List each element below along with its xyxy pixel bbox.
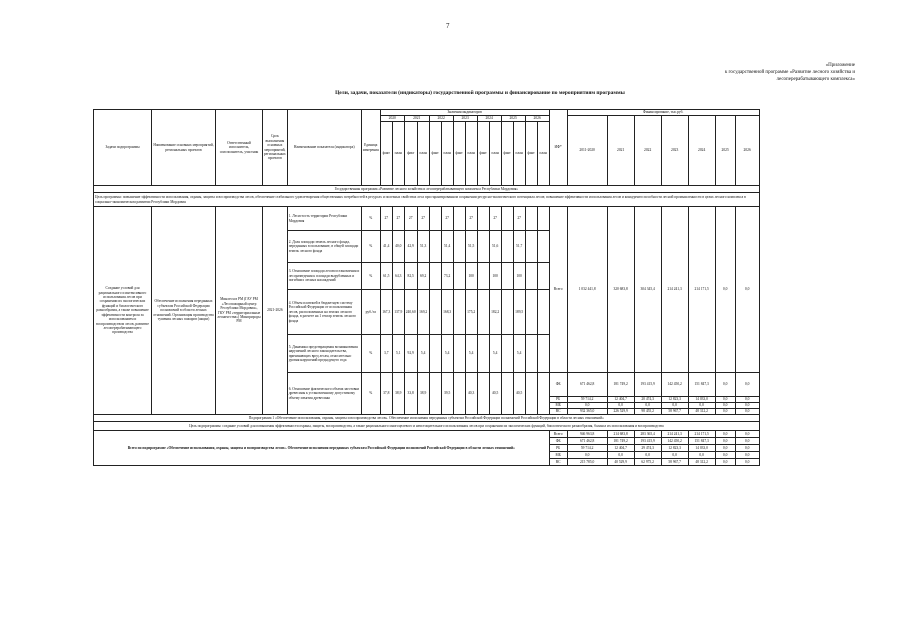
indicator-value: 27 <box>465 207 477 231</box>
total-value: 62 975,2 <box>634 459 661 466</box>
indicator-unit: руб./га <box>361 290 380 335</box>
header-plan: план <box>513 122 525 186</box>
total-value: 29 474,3 <box>634 445 661 452</box>
total-value: 0,0 <box>735 438 759 445</box>
fin-year-header: 2011-2020 <box>567 116 607 186</box>
header-unit: Единица измерения <box>361 110 380 186</box>
event-cell: Обеспечение исполнения переданных субъектам Российской Федерации полномочий в области лесных отношений. Организация производства тушения лесных пожаров (акции) <box>152 207 216 415</box>
indicator-value: 64,3 <box>392 263 404 290</box>
header-fact: факт <box>453 122 465 186</box>
indicator-value <box>537 373 549 415</box>
fin-value: 226 529,9 <box>607 409 634 415</box>
fin-value: 214 241,3 <box>661 207 688 373</box>
fin-value: 12 404,7 <box>607 397 634 403</box>
indicator-value: 51,3 <box>417 231 429 263</box>
fin-value: 0,0 <box>634 403 661 409</box>
indicator-value <box>501 207 513 231</box>
header-plan: план <box>392 122 404 186</box>
total-value: 40 529,9 <box>607 459 634 466</box>
total-value: 12 404,7 <box>607 445 634 452</box>
term-cell: 2021-2026 <box>263 207 288 415</box>
appendix-line: к государственной программе «Развитие лесного хозяйства и <box>724 70 855 75</box>
indicator-value: 51,5 <box>465 231 477 263</box>
year-header: 2023 <box>453 116 477 122</box>
indicator-value: 5,4 <box>465 335 477 373</box>
fin-value: 48 312,2 <box>688 409 715 415</box>
fin-value: 142 450,2 <box>661 373 688 397</box>
indicator-value: 182,2 <box>489 290 501 335</box>
indicator-value <box>525 290 537 335</box>
indicator-value <box>537 231 549 263</box>
indicator-unit: % <box>361 231 380 263</box>
indicator-value <box>501 290 513 335</box>
subprogram-row: Подпрограмма 1 «Обеспечение использования, охраны, защиты и воспроизводства лесов». Обеспечение исполнения переданных субъектам Российской Федерации полномочий Российской Федерации в области лесных отношений» <box>94 415 760 422</box>
fin-value: 0,0 <box>715 207 735 373</box>
indicator-value <box>501 231 513 263</box>
total-value: 0,0 <box>715 459 735 466</box>
indicator-value: 168,3 <box>441 290 453 335</box>
indicator-value <box>429 373 441 415</box>
indicator-value: 51,6 <box>489 231 501 263</box>
indicator-value: 51,4 <box>441 231 453 263</box>
indicator-value: 38,9 <box>392 373 404 415</box>
indicator-value <box>537 290 549 335</box>
indicator-value <box>501 335 513 373</box>
total-value: 0,0 <box>735 431 759 438</box>
fin-value: 1 032 441,8 <box>567 207 607 373</box>
program-row: Государственная программа «Развитие лесного хозяйства и лесоперерабатывающего комплекса Республики Мордовия» <box>94 186 760 193</box>
header-events: Наименование основных мероприятий, региональных проектов <box>152 110 216 186</box>
indicator-value: 33,8 <box>404 373 417 415</box>
fin-year-header: 2023 <box>661 116 688 186</box>
fin-value: 14 033,0 <box>688 397 715 403</box>
fin-value: 193 415,9 <box>634 373 661 397</box>
indicator-value: 69,2 <box>417 263 429 290</box>
indicator-value <box>525 231 537 263</box>
total-value: 214 241,3 <box>661 431 688 438</box>
header-plan: план <box>465 122 477 186</box>
fin-value: 0,0 <box>567 403 607 409</box>
indicator-value <box>453 263 465 290</box>
fin-value: 12 823,3 <box>661 397 688 403</box>
indicator-value: 37,8 <box>380 373 392 415</box>
indicator-value <box>525 335 537 373</box>
indicator-value: 27 <box>489 207 501 231</box>
total-label: Всего по подпрограмме «Обеспечение использования, охраны, защиты и воспроизводства лесов». Обеспечение исполнения переданных субъектам Российской Федерации полномочий Российской Федерации в области лесных отношений» <box>94 431 550 466</box>
indicator-value <box>429 231 441 263</box>
indicator-value: 40,5 <box>513 373 525 415</box>
fin-value: 932 365,0 <box>567 409 607 415</box>
fin-year-header: 2022 <box>634 116 661 186</box>
total-value: 671 462,8 <box>567 438 607 445</box>
indicator-value <box>537 335 549 373</box>
fin-value: 0,0 <box>715 373 735 397</box>
indicator-name: 3. Отношение площади лесовосстановления и лесоразведения к площади вырубленных и погибших лесных насаждений <box>287 263 361 290</box>
indicator-value: 240,60 <box>404 290 417 335</box>
indicator-value <box>477 263 489 290</box>
indicator-value: 42,9 <box>404 231 417 263</box>
indicator-value <box>453 231 465 263</box>
indicator-value: 27 <box>513 207 525 231</box>
fin-value: 320 683,8 <box>607 207 634 373</box>
indicator-value: 137,9 <box>392 290 404 335</box>
total-value: 0,0 <box>735 459 759 466</box>
header-fact: факт <box>380 122 392 186</box>
header-plan: план <box>537 122 549 186</box>
indicator-unit: % <box>361 263 380 290</box>
total-value: 0,0 <box>715 431 735 438</box>
fin-source-label: МБ <box>549 403 567 409</box>
total-value: 0,0 <box>715 438 735 445</box>
indicator-value <box>477 373 489 415</box>
total-value: 48 312,2 <box>688 459 715 466</box>
fin-value: 181 749,2 <box>607 373 634 397</box>
fin-value: 59 714,2 <box>567 397 607 403</box>
program-table-wrapper <box>93 109 760 466</box>
total-value: 142 450,2 <box>661 438 688 445</box>
indicator-value <box>453 290 465 335</box>
total-value: 193 415,9 <box>634 438 661 445</box>
total-source-label: РБ <box>549 445 567 452</box>
total-value: 0,0 <box>688 452 715 459</box>
fin-value: 304 345,4 <box>634 207 661 373</box>
indicator-unit: % <box>361 373 380 415</box>
fin-value: 0,0 <box>735 403 759 409</box>
fin-value: 98 455,2 <box>634 409 661 415</box>
indicator-unit: % <box>361 335 380 373</box>
header-plan: план <box>441 122 453 186</box>
header-financing: Финансирование, тыс.руб. <box>567 110 759 116</box>
indicator-value <box>525 207 537 231</box>
total-value: 0,0 <box>715 452 735 459</box>
program-table <box>93 109 760 466</box>
indicator-value <box>429 290 441 335</box>
total-value: 12 823,3 <box>661 445 688 452</box>
fin-value: 671 462,8 <box>567 373 607 397</box>
indicator-value <box>453 207 465 231</box>
indicator-value: 100 <box>513 263 525 290</box>
indicator-value: 41,4 <box>380 231 392 263</box>
year-header: 2026 <box>525 116 549 122</box>
indicator-name: 4. Объем платежей в бюджетную систему Российской Федерации от использования лесов, расположенных на землях лесного фонда, в расчете на 1 гектар земель лесного фонда <box>287 290 361 335</box>
indicator-value: 61,5 <box>380 263 392 290</box>
total-value: 14 033,0 <box>688 445 715 452</box>
appendix-header <box>650 62 855 83</box>
header-fact: факт <box>429 122 441 186</box>
indicator-value: 5,1 <box>392 335 404 373</box>
indicator-value <box>453 335 465 373</box>
header-term: Срок выполнения основных мероприятий, региональных проектов <box>263 110 288 186</box>
indicator-unit: % <box>361 207 380 231</box>
indicator-value: 51,7 <box>513 231 525 263</box>
fin-source-label: РБ <box>549 397 567 403</box>
fin-value: 0,0 <box>715 403 735 409</box>
goal-row: Цель программы: повышение эффективности использования, охраны, защиты и воспроизводства лесов, обеспечение стабильного удовлетворения общественных потребностей в ресурсах и полезных свойствах леса при гарантированном сохранении ресурсно-экологического потенциала лесов; повышение эффективности использования лесов и конкурентоспособности лесной промышленности в целях лесного комплекса в социально-экономическом развитии Республики Мордовия <box>94 193 760 207</box>
fin-value: 0,0 <box>735 207 759 373</box>
fin-value: 0,0 <box>607 403 634 409</box>
header-responsible: Ответственный исполнитель, соисполнитель, участник <box>216 110 263 186</box>
fin-year-header: 2025 <box>715 116 735 186</box>
total-value: 0,0 <box>607 452 634 459</box>
header-fact: факт <box>477 122 489 186</box>
total-value: 0,0 <box>567 452 607 459</box>
indicator-value <box>477 290 489 335</box>
total-value: 0,0 <box>715 445 735 452</box>
fin-source-label: ВС <box>549 409 567 415</box>
header-fact: факт <box>525 122 537 186</box>
header-indicator: Наименование показателя (индикатора) <box>287 110 361 186</box>
indicator-value <box>501 373 513 415</box>
indicator-value: 40,3 <box>465 373 477 415</box>
fin-value: 214 171,5 <box>688 207 715 373</box>
indicator-name: 2. Доля площади земель лесного фонда, переданных в пользование, в общей площади земель лесного фонда <box>287 231 361 263</box>
total-row <box>94 431 760 438</box>
sub-goal-row: Цель подпрограммы: создание условий для повышения эффективности охраны, защиты, воспроизводства, а также рационального многоцелевого и неистощительного использования лесов при сохранении их экологических функций, биологического разнообразия, баланса их использования и воспроизводства <box>94 422 760 431</box>
indicator-value: 189,5 <box>513 290 525 335</box>
task-cell: Создание условий для рационального и интенсивного использования лесов при сохранении их экологических функций и биологического разнообразия, а также повышение эффективности контроля за использованием и воспроизводством лесов, развитие лесоперерабатывающего производства <box>94 207 152 415</box>
indicator-value: 40,0 <box>392 231 404 263</box>
indicator-value: 27 <box>417 207 429 231</box>
year-header: 2020 <box>380 116 404 122</box>
fin-value: 0,0 <box>735 397 759 403</box>
total-value: 59 714,2 <box>567 445 607 452</box>
indicator-row <box>94 207 760 231</box>
appendix-line: «Приложение <box>825 63 855 68</box>
fin-year-header: 2024 <box>688 116 715 186</box>
header-plan: план <box>417 122 429 186</box>
fin-value: 0,0 <box>735 373 759 397</box>
total-value: 181 749,2 <box>607 438 634 445</box>
indicator-value: 27 <box>441 207 453 231</box>
fin-value: 0,0 <box>715 397 735 403</box>
fin-source-label: Всего <box>549 207 567 373</box>
header-task: Задачи подпрограммы <box>94 110 152 186</box>
total-value: 58 967,7 <box>661 459 688 466</box>
indicator-value: 38,9 <box>417 373 429 415</box>
responsible-cell: Минлесхоз РМ (ГАУ РМ «Лесопожарный центр Республики Мордовия», ГКУ РМ «территориальные лесничества») Минприроды РМ <box>216 207 263 415</box>
indicator-value <box>429 263 441 290</box>
year-header: 2022 <box>429 116 453 122</box>
header-fact: факт <box>501 122 513 186</box>
indicator-value: 40,5 <box>489 373 501 415</box>
indicator-value: 100 <box>465 263 477 290</box>
indicator-value: 73,2 <box>441 263 453 290</box>
indicator-value <box>525 373 537 415</box>
total-value: 214 171,5 <box>688 431 715 438</box>
indicator-name: 5. Динамика предотвращения возникновения нарушений лесного законодательства, причиняющих вред лесам, относительно уровня нарушений предыдущего года <box>287 335 361 373</box>
total-source-label: ФБ <box>549 438 567 445</box>
indicator-value <box>429 207 441 231</box>
indicator-value: 27 <box>404 207 417 231</box>
indicator-value: 5,4 <box>441 335 453 373</box>
total-source-label: Всего <box>549 431 567 438</box>
total-source-label: ВС <box>549 459 567 466</box>
indicator-value <box>453 373 465 415</box>
year-header: 2025 <box>501 116 525 122</box>
year-header: 2021 <box>404 116 429 122</box>
indicator-value: 5,4 <box>513 335 525 373</box>
fin-source-label: ФБ <box>549 373 567 397</box>
year-header: 2024 <box>477 116 501 122</box>
indicator-value: 3,7 <box>380 335 392 373</box>
indicator-name: 1. Лесистость территории Республики Мордовия <box>287 207 361 231</box>
indicator-value: 5,4 <box>417 335 429 373</box>
header-indicator-values: Значения индикаторов <box>380 110 549 116</box>
indicator-value: 5,4 <box>489 335 501 373</box>
indicator-value <box>501 263 513 290</box>
indicator-value <box>477 207 489 231</box>
indicator-value: 100 <box>489 263 501 290</box>
indicator-value: 175,2 <box>465 290 477 335</box>
header-ist: ИФ* <box>549 110 567 186</box>
indicator-value: 169,2 <box>417 290 429 335</box>
total-value: 283 365,4 <box>634 431 661 438</box>
indicator-value <box>477 231 489 263</box>
total-value: 214 683,8 <box>607 431 634 438</box>
indicator-value: 167,3 <box>380 290 392 335</box>
total-value: 0,0 <box>735 445 759 452</box>
indicator-value: 27 <box>392 207 404 231</box>
indicator-value <box>477 335 489 373</box>
indicator-value <box>429 335 441 373</box>
total-value: 0,0 <box>634 452 661 459</box>
indicator-value: 27 <box>380 207 392 231</box>
indicator-value: 39,5 <box>441 373 453 415</box>
total-value: 946 963,8 <box>567 431 607 438</box>
total-value: 151 847,3 <box>688 438 715 445</box>
fin-value: 151 847,3 <box>688 373 715 397</box>
fin-year-header: 2026 <box>735 116 759 186</box>
page-number: 7 <box>446 22 450 30</box>
fin-value: 58 967,7 <box>661 409 688 415</box>
fin-value: 0,0 <box>715 409 735 415</box>
indicator-name: 6. Отношение фактического объема заготовки древесины к установленному допустимому объему изъятия древесины <box>287 373 361 415</box>
indicator-value: 92,9 <box>404 335 417 373</box>
fin-value: 0,0 <box>735 409 759 415</box>
indicator-value <box>525 263 537 290</box>
indicator-value <box>537 263 549 290</box>
fin-year-header: 2021 <box>607 116 634 186</box>
fin-value: 0,0 <box>661 403 688 409</box>
document-title: Цели, задачи, показатели (индикаторы) государственной программы и финансирование по мероприятиям программы <box>335 90 625 96</box>
header-fact: факт <box>404 122 417 186</box>
indicator-value <box>537 207 549 231</box>
total-source-label: МБ <box>549 452 567 459</box>
total-value: 215 785,0 <box>567 459 607 466</box>
total-value: 0,0 <box>661 452 688 459</box>
fin-value: 0,0 <box>688 403 715 409</box>
total-value: 0,0 <box>735 452 759 459</box>
header-plan: план <box>489 122 501 186</box>
indicator-value: 82,5 <box>404 263 417 290</box>
fin-value: 20 474,3 <box>634 397 661 403</box>
appendix-line: лесоперерабатывающего комплекса» <box>776 77 855 82</box>
